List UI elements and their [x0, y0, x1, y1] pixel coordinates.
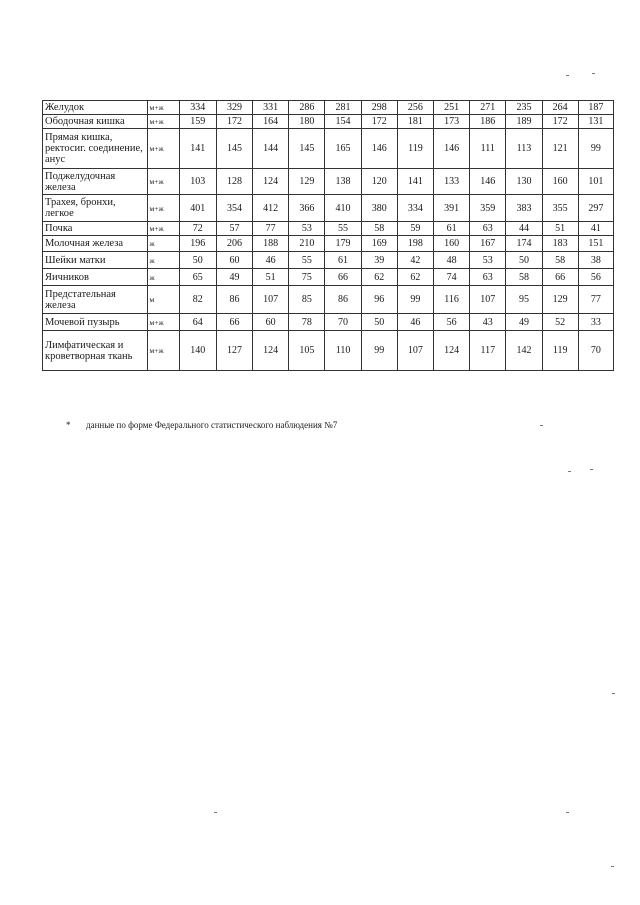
value-cell: 297: [578, 195, 613, 222]
value-cell: 210: [289, 236, 325, 252]
value-cell: 173: [434, 115, 470, 129]
sex-cell: м+ж: [147, 222, 179, 236]
scan-speck: [592, 73, 595, 74]
sex-cell: ж: [147, 236, 179, 252]
sex-cell: м+ж: [147, 331, 179, 371]
sex-cell: м+ж: [147, 115, 179, 129]
value-cell: 138: [325, 169, 361, 195]
value-cell: 48: [434, 252, 470, 269]
value-cell: 120: [361, 169, 397, 195]
value-cell: 72: [179, 222, 216, 236]
value-cell: 99: [361, 331, 397, 371]
table-row: [43, 195, 614, 222]
value-cell: 251: [434, 101, 470, 115]
scan-speck: [566, 812, 569, 813]
row-label: Ободочная кишка: [43, 115, 148, 129]
value-cell: 59: [397, 222, 433, 236]
scan-speck: [540, 425, 543, 426]
value-cell: 44: [506, 222, 542, 236]
value-cell: 119: [542, 331, 578, 371]
sex-cell: ж: [147, 252, 179, 269]
row-label: Шейки матки: [43, 252, 148, 269]
value-cell: 111: [470, 129, 506, 169]
value-cell: 86: [216, 286, 252, 314]
value-cell: 116: [434, 286, 470, 314]
value-cell: 235: [506, 101, 542, 115]
value-cell: 206: [216, 236, 252, 252]
value-cell: 56: [434, 314, 470, 331]
value-cell: 107: [397, 331, 433, 371]
row-label: Предстательная железа: [43, 286, 148, 314]
value-cell: 354: [216, 195, 252, 222]
value-cell: 42: [397, 252, 433, 269]
table-row: [43, 236, 614, 252]
value-cell: 124: [434, 331, 470, 371]
value-cell: 174: [506, 236, 542, 252]
value-cell: 151: [578, 236, 613, 252]
value-cell: 43: [470, 314, 506, 331]
value-cell: 165: [325, 129, 361, 169]
value-cell: 127: [216, 331, 252, 371]
value-cell: 105: [289, 331, 325, 371]
row-label: Поджелудочная железа: [43, 169, 148, 195]
value-cell: 146: [361, 129, 397, 169]
value-cell: 154: [325, 115, 361, 129]
value-cell: 196: [179, 236, 216, 252]
scan-speck: [214, 812, 217, 813]
value-cell: 49: [506, 314, 542, 331]
value-cell: 62: [361, 269, 397, 286]
value-cell: 183: [542, 236, 578, 252]
value-cell: 121: [542, 129, 578, 169]
value-cell: 380: [361, 195, 397, 222]
row-label: Прямая кишка, ректосиг. соединение, анус: [43, 129, 148, 169]
value-cell: 124: [253, 331, 289, 371]
row-label: Лимфатическая и кроветворная ткань: [43, 331, 148, 371]
value-cell: 286: [289, 101, 325, 115]
value-cell: 189: [506, 115, 542, 129]
value-cell: 160: [542, 169, 578, 195]
value-cell: 281: [325, 101, 361, 115]
value-cell: 169: [361, 236, 397, 252]
value-cell: 119: [397, 129, 433, 169]
table-row: [43, 115, 614, 129]
value-cell: 107: [253, 286, 289, 314]
statistics-table: [42, 100, 614, 371]
value-cell: 159: [179, 115, 216, 129]
value-cell: 164: [253, 115, 289, 129]
table-row: [43, 101, 614, 115]
value-cell: 410: [325, 195, 361, 222]
value-cell: 63: [470, 222, 506, 236]
value-cell: 38: [578, 252, 613, 269]
value-cell: 145: [289, 129, 325, 169]
value-cell: 180: [289, 115, 325, 129]
value-cell: 66: [216, 314, 252, 331]
value-cell: 359: [470, 195, 506, 222]
value-cell: 49: [216, 269, 252, 286]
sex-cell: м+ж: [147, 169, 179, 195]
value-cell: 391: [434, 195, 470, 222]
value-cell: 60: [216, 252, 252, 269]
value-cell: 46: [253, 252, 289, 269]
footnote-text: данные по форме Федерального статистического наблюдения №7: [86, 420, 338, 430]
sex-cell: м: [147, 286, 179, 314]
value-cell: 55: [325, 222, 361, 236]
value-cell: 355: [542, 195, 578, 222]
value-cell: 53: [289, 222, 325, 236]
value-cell: 66: [325, 269, 361, 286]
value-cell: 103: [179, 169, 216, 195]
value-cell: 57: [216, 222, 252, 236]
value-cell: 86: [325, 286, 361, 314]
scan-speck: [612, 693, 615, 694]
value-cell: 63: [470, 269, 506, 286]
value-cell: 133: [434, 169, 470, 195]
value-cell: 60: [253, 314, 289, 331]
row-label: Трахея, бронхи, легкое: [43, 195, 148, 222]
value-cell: 141: [179, 129, 216, 169]
value-cell: 186: [470, 115, 506, 129]
value-cell: 329: [216, 101, 252, 115]
sex-cell: м+ж: [147, 314, 179, 331]
value-cell: 141: [397, 169, 433, 195]
value-cell: 334: [397, 195, 433, 222]
value-cell: 383: [506, 195, 542, 222]
value-cell: 188: [253, 236, 289, 252]
value-cell: 51: [253, 269, 289, 286]
value-cell: 167: [470, 236, 506, 252]
value-cell: 50: [179, 252, 216, 269]
table-row: [43, 169, 614, 195]
value-cell: 331: [253, 101, 289, 115]
value-cell: 142: [506, 331, 542, 371]
value-cell: 129: [542, 286, 578, 314]
table-row: [43, 269, 614, 286]
value-cell: 61: [434, 222, 470, 236]
value-cell: 146: [434, 129, 470, 169]
sex-cell: ж: [147, 269, 179, 286]
value-cell: 144: [253, 129, 289, 169]
value-cell: 61: [325, 252, 361, 269]
value-cell: 53: [470, 252, 506, 269]
value-cell: 41: [578, 222, 613, 236]
value-cell: 46: [397, 314, 433, 331]
scan-speck: [590, 469, 593, 470]
value-cell: 77: [253, 222, 289, 236]
value-cell: 271: [470, 101, 506, 115]
table-row: [43, 252, 614, 269]
value-cell: 187: [578, 101, 613, 115]
value-cell: 256: [397, 101, 433, 115]
value-cell: 56: [578, 269, 613, 286]
sex-cell: м+ж: [147, 195, 179, 222]
value-cell: 110: [325, 331, 361, 371]
value-cell: 58: [542, 252, 578, 269]
value-cell: 64: [179, 314, 216, 331]
value-cell: 33: [578, 314, 613, 331]
value-cell: 85: [289, 286, 325, 314]
value-cell: 128: [216, 169, 252, 195]
value-cell: 172: [361, 115, 397, 129]
value-cell: 82: [179, 286, 216, 314]
scan-speck: [566, 75, 569, 76]
value-cell: 77: [578, 286, 613, 314]
value-cell: 146: [470, 169, 506, 195]
value-cell: 198: [397, 236, 433, 252]
value-cell: 50: [506, 252, 542, 269]
value-cell: 264: [542, 101, 578, 115]
footnote: [66, 420, 337, 430]
value-cell: 66: [542, 269, 578, 286]
value-cell: 401: [179, 195, 216, 222]
value-cell: 58: [361, 222, 397, 236]
value-cell: 78: [289, 314, 325, 331]
value-cell: 172: [542, 115, 578, 129]
value-cell: 65: [179, 269, 216, 286]
value-cell: 172: [216, 115, 252, 129]
value-cell: 366: [289, 195, 325, 222]
value-cell: 95: [506, 286, 542, 314]
value-cell: 113: [506, 129, 542, 169]
row-label: Мочевой пузырь: [43, 314, 148, 331]
value-cell: 58: [506, 269, 542, 286]
footnote-marker: *: [66, 420, 71, 430]
value-cell: 160: [434, 236, 470, 252]
value-cell: 62: [397, 269, 433, 286]
table-row: [43, 129, 614, 169]
sex-cell: м+ж: [147, 101, 179, 115]
value-cell: 130: [506, 169, 542, 195]
table-row: [43, 286, 614, 314]
row-label: Желудок: [43, 101, 148, 115]
value-cell: 334: [179, 101, 216, 115]
value-cell: 99: [397, 286, 433, 314]
table-row: [43, 314, 614, 331]
value-cell: 107: [470, 286, 506, 314]
value-cell: 181: [397, 115, 433, 129]
value-cell: 52: [542, 314, 578, 331]
value-cell: 140: [179, 331, 216, 371]
value-cell: 96: [361, 286, 397, 314]
value-cell: 70: [578, 331, 613, 371]
value-cell: 179: [325, 236, 361, 252]
value-cell: 55: [289, 252, 325, 269]
value-cell: 101: [578, 169, 613, 195]
value-cell: 412: [253, 195, 289, 222]
value-cell: 117: [470, 331, 506, 371]
value-cell: 74: [434, 269, 470, 286]
row-label: Почка: [43, 222, 148, 236]
scan-speck: [611, 866, 614, 867]
row-label: Молочная железа: [43, 236, 148, 252]
scan-speck: [568, 471, 571, 472]
value-cell: 75: [289, 269, 325, 286]
value-cell: 70: [325, 314, 361, 331]
value-cell: 145: [216, 129, 252, 169]
value-cell: 50: [361, 314, 397, 331]
value-cell: 99: [578, 129, 613, 169]
value-cell: 129: [289, 169, 325, 195]
table-row: [43, 331, 614, 371]
value-cell: 124: [253, 169, 289, 195]
value-cell: 39: [361, 252, 397, 269]
value-cell: 298: [361, 101, 397, 115]
row-label: Яичников: [43, 269, 148, 286]
value-cell: 51: [542, 222, 578, 236]
value-cell: 131: [578, 115, 613, 129]
table-row: [43, 222, 614, 236]
sex-cell: м+ж: [147, 129, 179, 169]
